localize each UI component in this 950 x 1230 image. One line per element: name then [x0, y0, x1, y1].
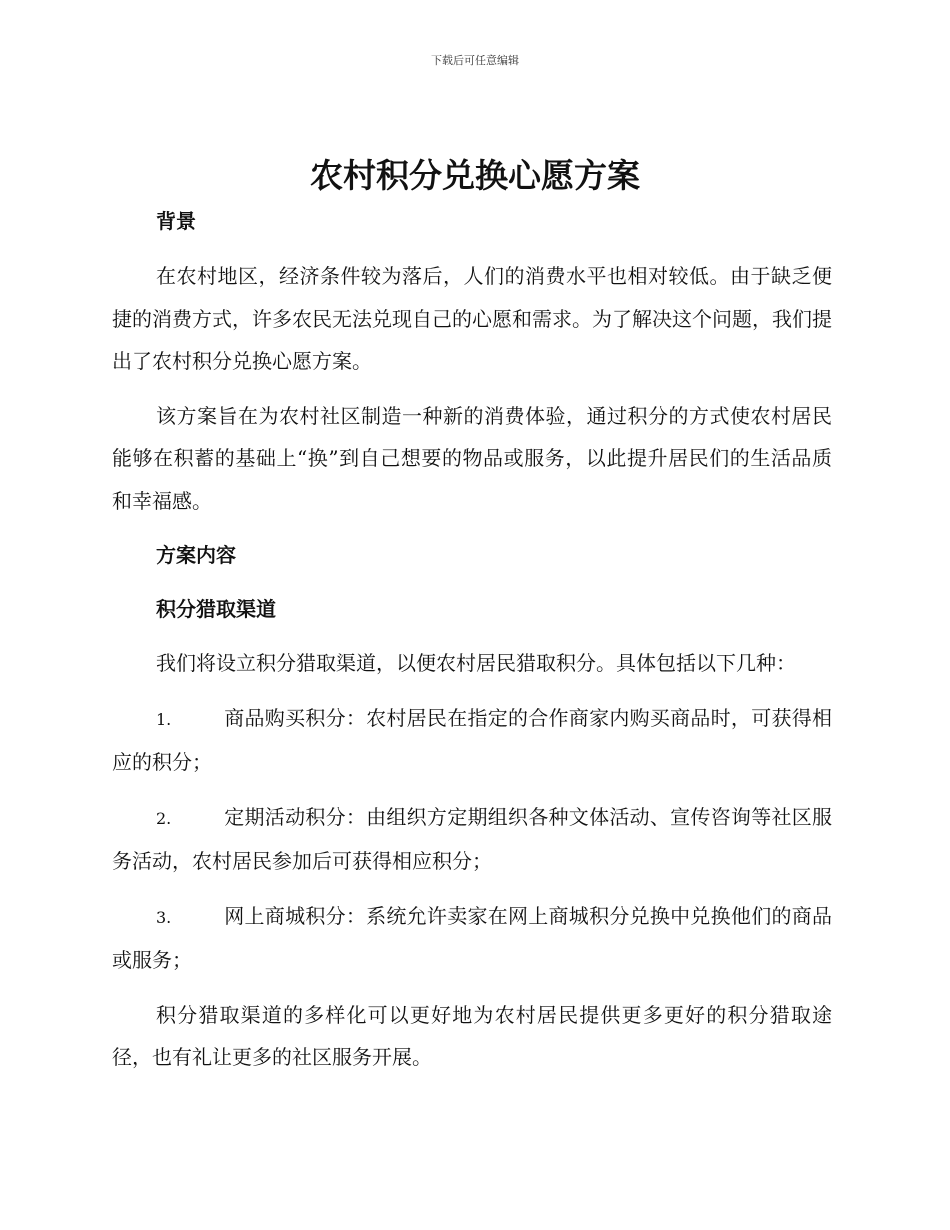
- paragraph-channel-intro: 我们将设立积分猎取渠道，以便农村居民猎取积分。具体包括以下几种：: [156, 651, 796, 675]
- document-body: [112, 200, 832, 1079]
- section-heading-background: 背景: [156, 209, 196, 233]
- list-item-number: 2.: [156, 808, 172, 828]
- list-item: [112, 796, 832, 883]
- list-item: [112, 895, 832, 982]
- section-heading-plan: 方案内容: [156, 543, 236, 567]
- list-item-number: 1.: [156, 709, 172, 729]
- paragraph-channel-summary: 积分猎取渠道的多样化可以更好地为农村居民提供更多更好的积分猎取途径，也有礼让更多的社区服务开展。: [112, 1002, 832, 1069]
- list-item-number: 3.: [156, 907, 172, 927]
- document-title: 农村积分兑换心愿方案: [310, 156, 640, 195]
- list-item-text: 商品购买积分：农村居民在指定的合作商家内购买商品时，可获得相应的积分；: [112, 705, 832, 774]
- paragraph-background-1: 在农村地区，经济条件较为落后，人们的消费水平也相对较低。由于缺乏便捷的消费方式，许多农民无法兑现自己的心愿和需求。为了解决这个问题，我们提出了农村积分兑换心愿方案。: [112, 264, 832, 373]
- paragraph-background-2: 该方案旨在为农村社区制造一种新的消费体验，通过积分的方式使农村居民能够在积蓄的基础上“换”到自己想要的物品或服务，以此提升居民们的生活品质和幸福感。: [112, 403, 832, 513]
- section-heading-channel: 积分猎取渠道: [156, 597, 276, 621]
- header-note: 下载后可任意编辑: [431, 54, 519, 67]
- list-item-text: 定期活动积分：由组织方定期组织各种文体活动、宣传咨询等社区服务活动，农村居民参加后可获得相应积分；: [112, 804, 832, 873]
- list-item: [112, 697, 832, 784]
- list-item-text: 网上商城积分：系统允许卖家在网上商城积分兑换中兑换他们的商品或服务；: [112, 903, 832, 972]
